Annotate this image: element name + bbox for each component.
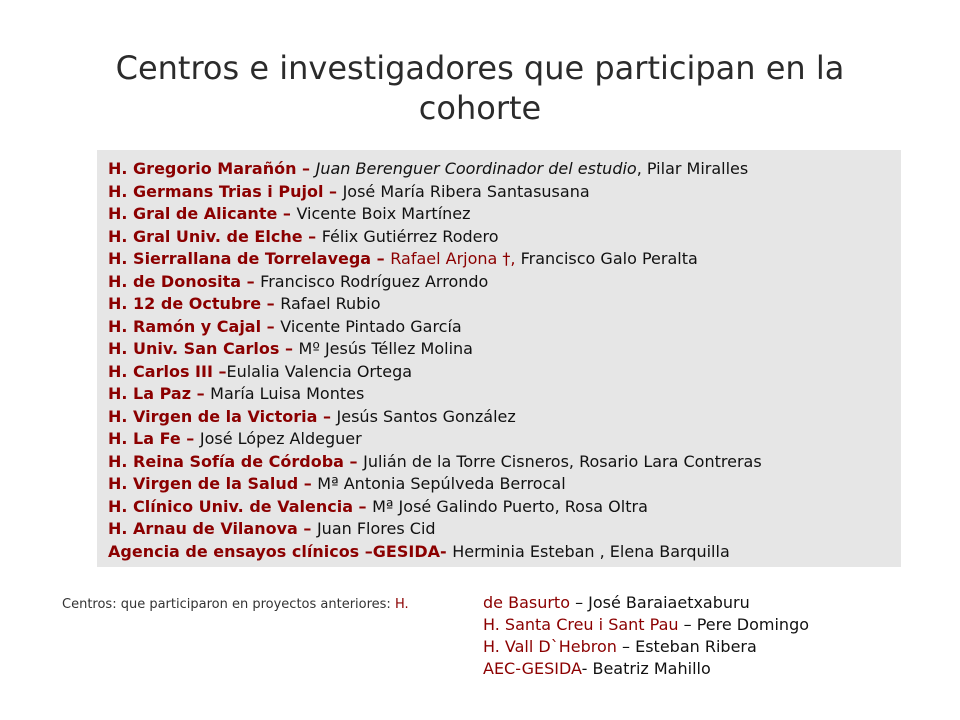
previous-center-name: de Basurto [483, 593, 570, 612]
center-row [108, 226, 762, 249]
investigator-names: José López Aldeguer [199, 429, 362, 448]
previous-separator: - [581, 659, 593, 678]
investigator-names: Mª Antonia Sepúlveda Berrocal [317, 474, 566, 493]
separator: – [279, 339, 299, 358]
separator: – [261, 294, 281, 313]
separator: – [261, 316, 281, 336]
center-row [108, 248, 762, 271]
separator: – [180, 429, 200, 448]
investigator-names: Félix Gutiérrez Rodero [321, 226, 499, 246]
investigator-names: Jesús Santos González [336, 406, 516, 426]
page-title: Centros e investigadores que participan en la cohorte [115, 49, 845, 127]
hospital-name: Agencia de ensayos clínicos –GESIDA [108, 541, 440, 561]
center-row [108, 383, 762, 406]
hospital-name: H. Sierrallana de Torrelavega [108, 249, 372, 268]
separator: – [212, 361, 227, 381]
hospital-name: H. Reina Sofía de Córdoba [108, 451, 344, 471]
hospital-name: H. La Paz [108, 384, 192, 403]
investigator-names: José María Ribera Santasusana [342, 181, 590, 201]
previous-center-row [483, 658, 809, 680]
investigator-names: Vicente Pintado García [280, 316, 462, 336]
hospital-name: H. Clínico Univ. de Valencia [108, 496, 353, 516]
center-row [108, 361, 762, 384]
separator: – [298, 474, 318, 493]
investigator-names: Eulalia Valencia Ortega [226, 361, 413, 381]
previous-center-name: H. Vall D`Hebron [483, 637, 617, 656]
separator: – [371, 249, 391, 268]
previous-center-row [483, 592, 750, 614]
previous-separator: – [616, 637, 636, 656]
investigator-names: Francisco Galo Peralta [515, 249, 698, 268]
hospital-name: H. Gral de Alicante [108, 204, 278, 223]
centers-list [108, 158, 762, 563]
hospital-name: H. Carlos III [108, 361, 213, 381]
previous-centers-list [483, 614, 809, 680]
hospital-name: H. 12 de Octubre [108, 294, 262, 313]
investigator-names: Francisco Rodríguez Arrondo [260, 271, 489, 291]
previous-centers-label [62, 597, 409, 613]
center-row [108, 406, 762, 429]
hospital-name: H. Germans Trias i Pujol [108, 181, 324, 201]
previous-center-row [483, 636, 809, 658]
investigator-names: Mª José Galindo Puerto, Rosa Oltra [372, 496, 648, 516]
separator: – [302, 226, 322, 246]
previous-label-text: Centros: que participaron en proyectos anteriores: [62, 597, 391, 612]
center-row [108, 158, 762, 181]
separator: – [343, 451, 364, 471]
hospital-name: H. Gral Univ. de Elche [108, 226, 303, 246]
center-row [108, 518, 762, 541]
hospital-name: H. Arnau de Vilanova [108, 519, 298, 538]
center-row [108, 451, 762, 474]
previous-center-name: H. Santa Creu i Sant Pau [483, 615, 679, 634]
separator: - [439, 541, 453, 561]
hospital-name: H. Gregorio Marañón [108, 159, 297, 178]
investigator-names: Herminia Esteban , Elena Barquilla [452, 541, 730, 561]
previous-center-name: AEC-GESIDA [483, 659, 582, 678]
previous-separator: – [678, 615, 697, 634]
separator: – [317, 406, 337, 426]
investigator-names: , Pilar Miralles [636, 159, 749, 178]
separator: – [277, 204, 297, 223]
center-row [108, 496, 762, 519]
previous-first-h: H. [394, 597, 409, 612]
previous-center-row [483, 614, 809, 636]
previous-investigator: José Baraiaetxaburu [588, 593, 750, 612]
separator: – [352, 496, 373, 516]
center-row [108, 203, 762, 226]
investigator-names: Rafael Rubio [280, 294, 381, 313]
investigator-names: Vicente Boix Martínez [296, 204, 471, 223]
investigator-names: Julián de la Torre Cisneros, Rosario Lara Contreras [363, 451, 762, 471]
previous-investigator: Esteban Ribera [635, 637, 757, 656]
separator: – [297, 519, 317, 538]
hospital-name: H. de Donosita [108, 271, 242, 291]
center-row [108, 541, 762, 564]
investigator-names: Juan Flores Cid [316, 519, 436, 538]
center-row [108, 428, 762, 451]
coordinator-name: Juan Berenguer Coordinador del estudio [315, 159, 637, 178]
center-row [108, 316, 762, 339]
hospital-name: H. La Fe [108, 429, 181, 448]
center-row [108, 271, 762, 294]
separator: – [296, 159, 316, 178]
hospital-name: H. Ramón y Cajal [108, 316, 262, 336]
separator: – [323, 181, 343, 201]
separator: – [191, 384, 211, 403]
separator: – [241, 271, 261, 291]
center-row [108, 338, 762, 361]
investigator-names: María Luisa Montes [210, 384, 365, 403]
hospital-name: H. Univ. San Carlos [108, 339, 280, 358]
hospital-name: H. Virgen de la Victoria [108, 406, 318, 426]
center-row [108, 293, 762, 316]
center-row [108, 181, 762, 204]
deceased-investigator-name: Rafael Arjona †, [390, 249, 516, 268]
center-row [108, 473, 762, 496]
investigator-names: Mº Jesús Téllez Molina [298, 339, 473, 358]
previous-investigator: Pere Domingo [696, 615, 810, 634]
previous-investigator: Beatriz Mahillo [592, 659, 711, 678]
hospital-name: H. Virgen de la Salud [108, 474, 299, 493]
previous-separator: – [569, 593, 589, 612]
